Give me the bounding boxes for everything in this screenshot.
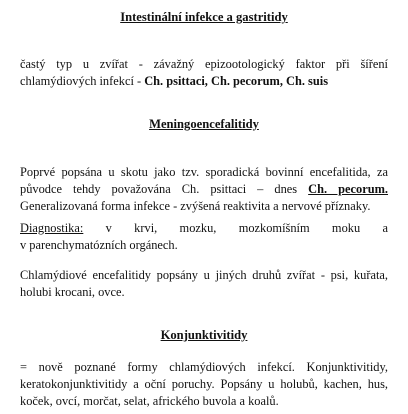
paragraph-other-species [20,267,388,301]
text-line [20,220,388,237]
text-run: Poprvé popsána u skotu jako tzv. sporadická bovinní encefalitida, za [20,165,388,179]
text-line [20,181,388,198]
species-list-bold: Ch. psittaci, Ch. pecorum, Ch. suis [144,74,329,88]
section-heading-intestinal: Intestinální infekce a gastritidy [120,10,288,24]
text-line [20,393,388,410]
section-heading-conjunctivitis: Konjunktivitidy [160,328,248,342]
text-run: častý typ u zvířat - závažný epizootologický faktor při šíření [20,57,388,71]
text-run: původce tehdy považována Ch. psittaci – dnes [20,182,309,196]
text-line [20,198,388,215]
text-run: holubi krocani, ovce. [20,285,125,299]
text-line [20,73,388,90]
text-line [20,56,388,73]
text-line [20,376,388,393]
paragraph-meningo-intro [20,164,388,215]
text-run: v parenchymatózních orgánech. [20,238,178,252]
text-run: Chlamýdiové encefalitidy popsány u jiných druhů zvířat - psi, kuřata, [20,268,388,282]
section-heading-meningoencephalitis: Meningoencefalitidy [149,117,259,131]
text-line [20,284,388,301]
paragraph-diagnostics [20,220,388,254]
text-run: keratokonjunktivitidy a oční poruchy. Popsány u holubů, kachen, hus, [20,377,388,391]
paragraph-intestinal [20,56,388,90]
text-run: v krvi, mozku, mozkomíšním moku a [83,221,388,235]
text-line [20,164,388,181]
text-line [20,237,388,254]
diagnostics-label: Diagnostika: [20,221,84,235]
text-run: = nově poznané formy chlamýdiových infekcí. Konjunktivitidy, [20,360,388,374]
species-ch-pecorum: Ch. pecorum. [308,182,389,196]
text-run: Generalizovaná forma infekce - zvýšená reaktivita a nervové příznaky. [20,199,371,213]
text-line [20,359,388,376]
text-run: koček, ovcí, morčat, selat, afrického buvola a koalů. [20,394,279,408]
text-line [20,267,388,284]
paragraph-conjunctivitis [20,359,388,410]
text-run: chlamýdiových infekcí - [20,74,145,88]
